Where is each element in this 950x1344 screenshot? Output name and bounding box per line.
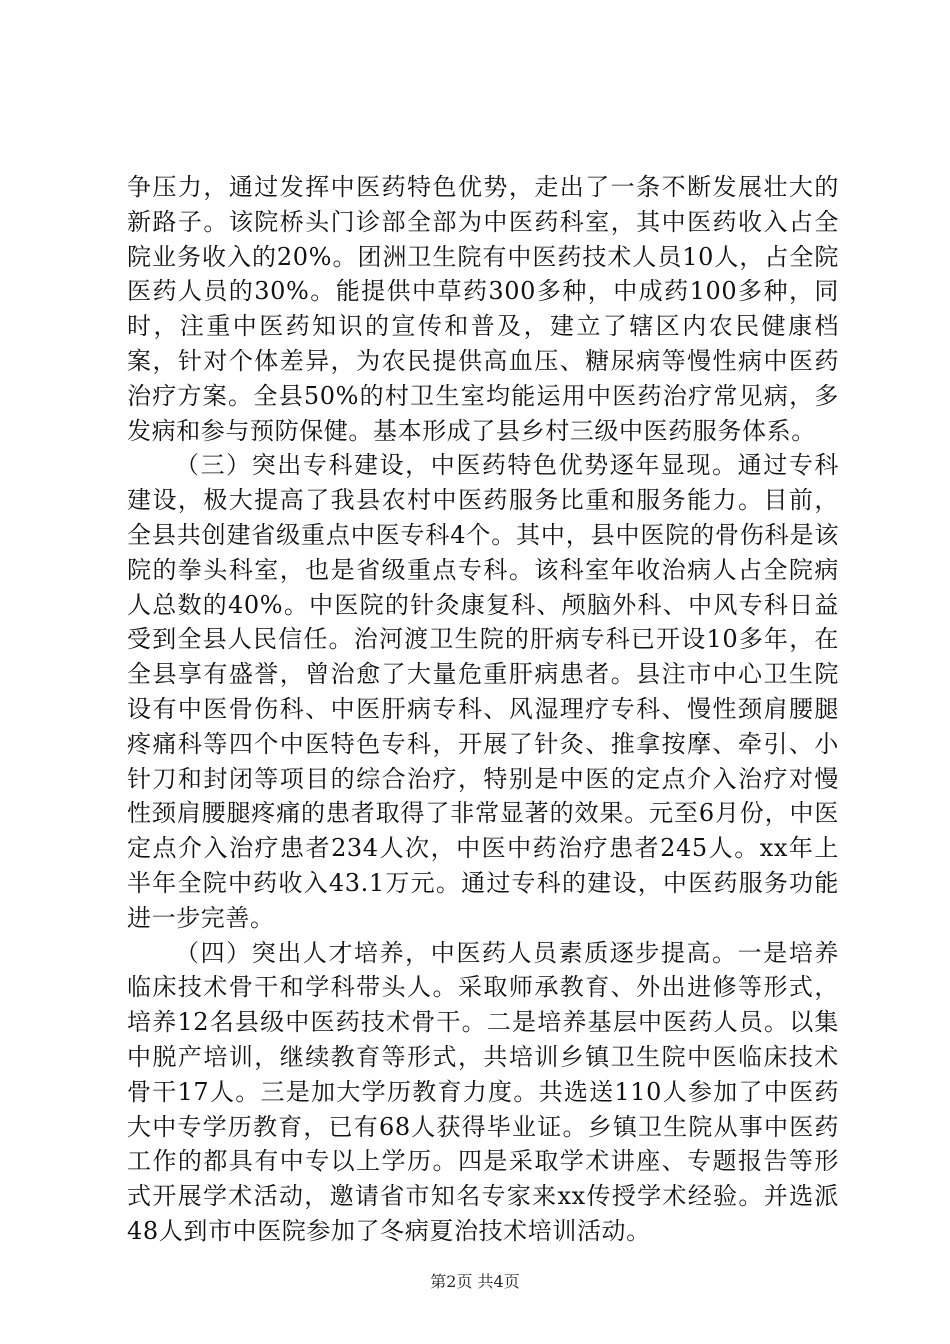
page-footer: 第2页 共4页: [430, 1272, 520, 1291]
paragraph-3: （四）突出人才培养，中医药人员素质逐步提高。一是培养临床技术骨干和学科带头人。采取师承教育、外出进修等形式，培养12名县级中医药技术骨干。二是培养基层中医药人员。以集中脱产培训，继续教育等形式，共培训乡镇卫生院中医临床技术骨干17人。三是加大学历教育力度。共选送110人参加了中医药大中专学历教育，已有68人获得毕业证。乡镇卫生院从事中医药工作的都具有中专以上学历。四是采取学术讲座、专题报告等形式开展学术活动，邀请省市知名专家来xx传授学术经验。并选派48人到市中医院参加了冬病夏治技术培训活动。: [127, 938, 839, 1245]
paragraph-1: 争压力，通过发挥中医药特色优势，走出了一条不断发展壮大的新路子。该院桥头门诊部全部为中医药科室，其中医药收入占全院业务收入的20%。团洲卫生院有中医药技术人员10人，占全院医药人员的30%。能提供中草药300多种，中成药100多种，同时，注重中医药知识的宣传和普及，建立了辖区内农民健康档案，针对个体差异，为农民提供高血压、糖尿病等慢性病中医药治疗方案。全县50%的村卫生室均能运用中医药治疗常见病，多发病和参与预防保健。基本形成了县乡村三级中医药服务体系。: [127, 173, 839, 445]
paragraph-2: （三）突出专科建设，中医药特色优势逐年显现。通过专科建设，极大提高了我县农村中医药服务比重和服务能力。目前，全县共创建省级重点中医专科4个。其中，县中医院的骨伤科是该院的拳头科室，也是省级重点专科。该科室年收治病人占全院病人总数的40%。中医院的针灸康复科、颅脑外科、中风专科日益受到全县人民信任。治河渡卫生院的肝病专科已开设10多年，在全县享有盛誉，曾治愈了大量危重肝病患者。县注市中心卫生院设有中医骨伤科、中医肝病专科、风湿理疗专科、慢性颈肩腰腿疼痛科等四个中医特色专科，开展了针灸、推拿按摩、牵引、小针刀和封闭等项目的综合治疗，特别是中医的定点介入治疗对慢性颈肩腰腿疼痛的患者取得了非常显著的效果。元至6月份，中医定点介入治疗患者234人次，中医中药治疗患者245人。xx年上半年全院中药收入43.1万元。通过专科的建设，中医药服务功能进一步完善。: [127, 451, 839, 932]
body-text: [127, 170, 839, 1249]
